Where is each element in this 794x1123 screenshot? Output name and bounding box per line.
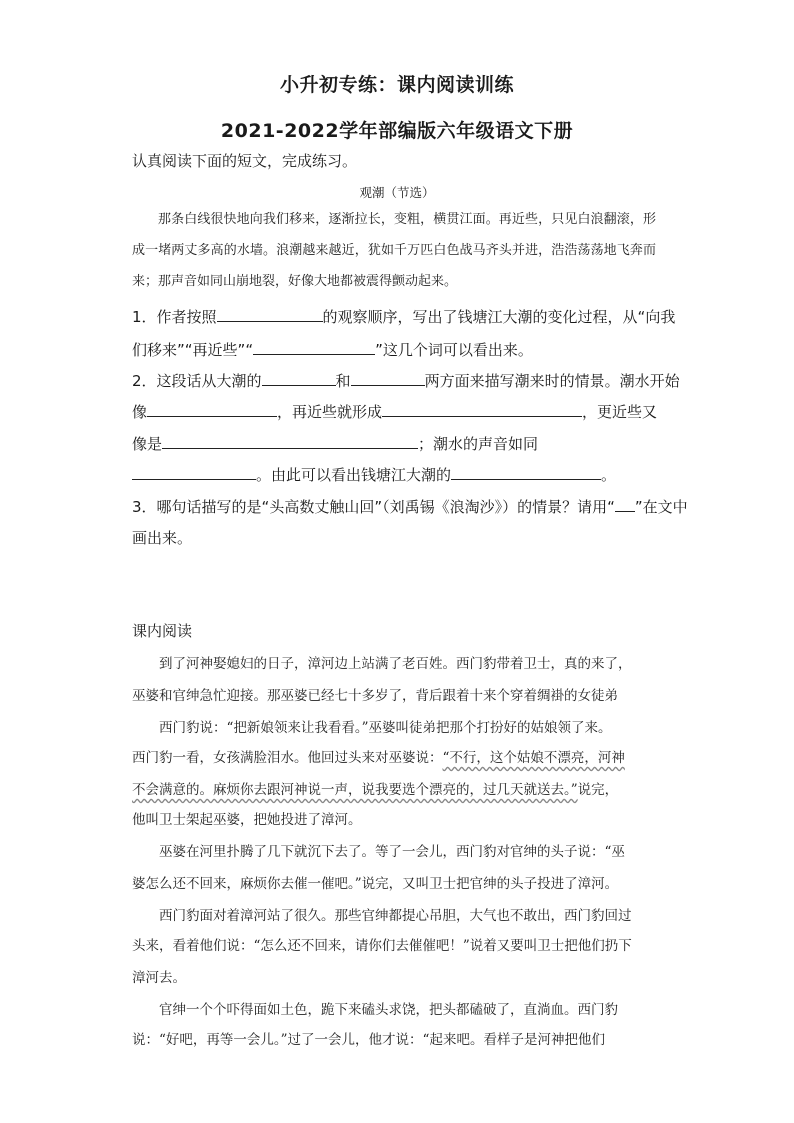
reading-line: 到了河神娶媳妇的日子，漳河边上站满了老百姓。西门豹带着卫士，真的来了， [159,656,632,672]
answer-blank[interactable] [217,307,323,322]
question-1-line-1: 1．作者按照 的观察顺序，写出了钱塘江大潮的变化过程，从“向我 [132,308,676,326]
answer-blank[interactable] [262,371,336,386]
answer-blank[interactable] [132,465,256,480]
passage-paragraph: 那条白线很快地向我们移来，逐渐拉长，变粗，横贯江面。再近些，只见白浪翻滚，形成一堵两丈多高的水墙。浪潮越来越近，犹如千万匹白色战马齐头并进，浩浩荡荡地飞奔而来；那声音如同山崩地裂，好像大地都被震得颤动起来。 [132,212,656,289]
reading-line: 巫婆和官绅急忙迎接。那巫婆已经七十多岁了，背后跟着十来个穿着绸褂的女徒弟 [132,688,618,704]
question-2-line-1: 2．这段话从大潮的 和 两方面来描写潮来时的情景。潮水开始 [132,372,680,390]
page-subtitle: 2021-2022学年部编版六年级语文下册 [220,120,574,142]
reading-line: 头来，看着他们说：“怎么还不回来，请你们去催催吧！”说着又要叫卫士把他们扔下 [132,938,632,954]
answer-blank[interactable] [253,340,375,355]
reading-line: 婆怎么还不回来，麻烦你去催一催吧。”说完，又叫卫士把官绅的头子投进了漳河。 [132,876,619,892]
reading-line: 巫婆在河里扑腾了几下就沉下去了。等了一会儿，西门豹对官绅的头子说：“巫 [159,844,625,860]
page-title: 小升初专练：课内阅读训练 [279,74,514,96]
question-2-line-4: 。由此可以看出钱塘江大潮的 。 [132,464,616,485]
reading-line: 官绅一个个吓得面如土色，跪下来磕头求饶，把头都磕破了，直淌血。西门豹 [159,1002,618,1018]
reading-line: 西门豹说：“把新娘领来让我看看。”巫婆叫徒弟把那个打扮好的姑娘领了来。 [159,720,612,736]
answer-blank[interactable] [147,402,277,417]
reading-line: 西门豹面对着漳河站了很久。那些官绅都提心吊胆，大气也不敢出，西门豹回过 [159,908,632,924]
instruction: 认真阅读下面的短文，完成练习。 [132,152,358,170]
section-2-label: 课内阅读 [132,622,193,640]
answer-blank[interactable] [451,465,601,480]
underline-mark-sample [615,497,635,512]
question-2-line-2: 像 ，再近些就形成 ，更近些又 [132,403,658,421]
reading-line: 漳河去。 [132,970,186,986]
question-3-line-2: 画出来。 [132,529,193,547]
question-2-line-3: 像是 ；潮水的声音如同 [132,435,539,453]
answer-blank[interactable] [351,371,425,386]
excerpt-title: 观潮（节选） [359,185,435,200]
reading-line: 不会满意的。麻烦你去跟河神说一声，说我要选个漂亮的，过几天就送去。”说完， [132,782,619,798]
answer-blank[interactable] [382,402,582,417]
reading-line: 西门豹一看，女孩满脸泪水。他回过头来对巫婆说：“不行，这个姑娘不漂亮，河神 [132,750,625,766]
question-1-line-2: 们移来”“再近些”“ ”这几个词可以看出来。 [132,341,533,359]
reading-line: 他叫卫士架起巫婆，把她投进了漳河。 [132,812,362,828]
question-3-line-1: 3．哪句话描写的是“头高数丈触山回”（刘禹锡《浪淘沙》）的情景？请用“ ”在文中 [132,498,688,516]
wavy-underlined-text: 不会满意的。麻烦你去跟河神说一声，说我要选个漂亮的，过几天就送去。” [132,782,578,798]
wavy-underlined-text: “不行，这个姑娘不漂亮，河神 [442,750,625,766]
answer-blank[interactable] [162,434,418,449]
reading-line: 说：“好吧，再等一会儿。”过了一会儿，他才说：“起来吧。看样子是河神把他们 [132,1032,605,1048]
